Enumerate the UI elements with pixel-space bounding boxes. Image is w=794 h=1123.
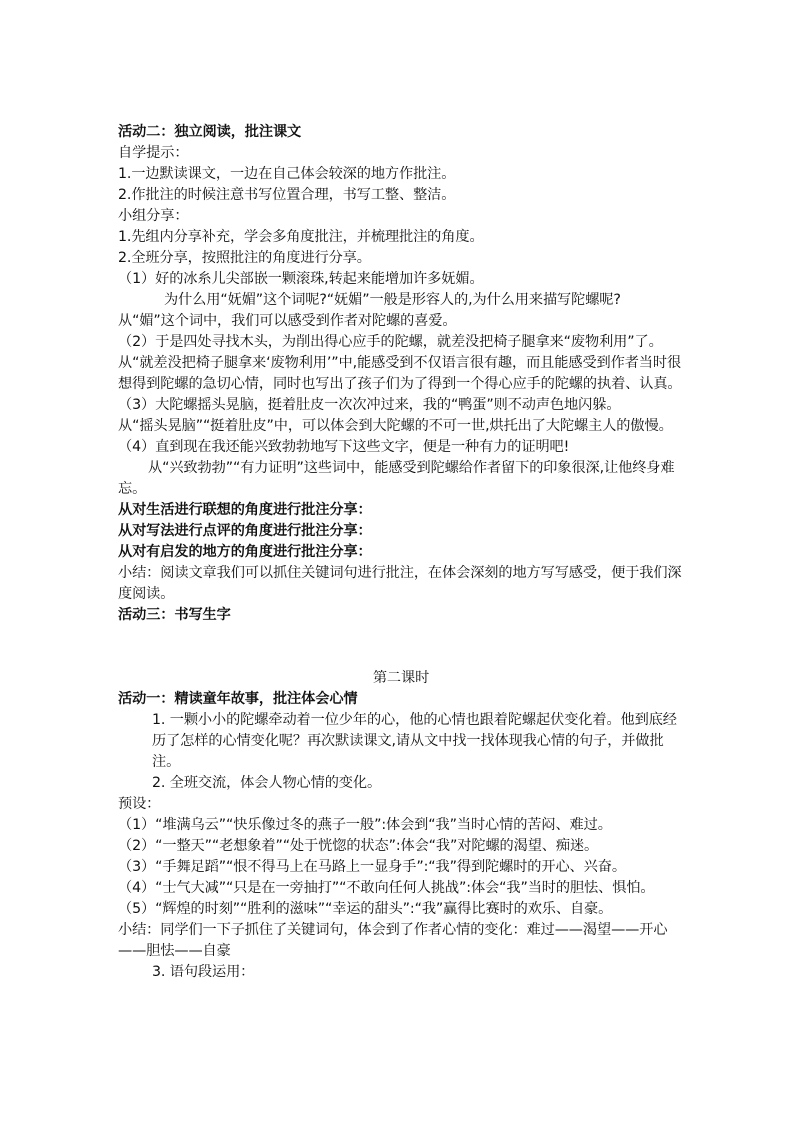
quote-item: （2）于是四处寻找木头，为削出得心应手的陀螺，就差没把椅子腿拿来“废物利用”了。从“就差没把椅子腿拿来‘废物利用’”中,能感受到不仅语言很有趣，而且能感受到作者当时很想得到陀螺的急切心情，同时也写出了孩子们为了得到一个得心应手的陀螺的执着、认真。: [118, 334, 682, 392]
quote-item: （1）好的冰糸儿尖部嵌一颗滚珠,转起来能增加许多妩媚。: [118, 271, 484, 287]
group-share-item: 1.先组内分享补充，学会多角度批注，并梳理批注的角度。: [118, 229, 484, 245]
section-spacer: [118, 626, 684, 668]
preset-item: （4）“士气大减”“只是在一旁抽打”“不敢向任何人挑战”:体会“我”当时的胆怯、惧怕。: [118, 880, 655, 896]
self-study-tip: 2.作批注的时候注意书写位置合理，书写工整、整洁。: [118, 187, 456, 203]
angle-heading: 从对有启发的地方的角度进行批注分享：: [118, 544, 372, 560]
numbered-paragraph: [118, 710, 684, 773]
quote-item: （3）大陀螺摇头晃脑，挺着肚皮一次次冲过来，我的“鸭蛋”则不动声色地闪躲。: [118, 397, 621, 413]
group-share-label: 小组分享：: [118, 208, 189, 224]
numbered-paragraph: 2. 全班交流，体会人物心情的变化。: [152, 775, 382, 791]
self-study-tips-label: 自学提示：: [118, 145, 189, 161]
angle-heading: 从对写法进行点评的角度进行批注分享：: [118, 523, 372, 539]
lesson-two-activity-heading: 活动一：精读童年故事，批注体会心情: [118, 691, 358, 707]
activity-three-heading: 活动三：书写生字: [118, 607, 231, 623]
angle-heading: 从对生活进行联想的角度进行批注分享：: [118, 502, 372, 518]
document-body: [118, 122, 684, 983]
group-share-item: 2.全班分享，按照批注的角度进行分享。: [118, 250, 371, 266]
activity-two-heading: 活动二：独立阅读，批注课文: [118, 124, 302, 140]
preset-item: （1）“堆满乌云”“快乐像过冬的燕子一般”:体会到“我”当时心情的苦闷、难过。: [118, 817, 612, 833]
preset-item: （2）“一整天”“老想象着”“处于恍惚的状态”:体会“我”对陀螺的渴望、痴迷。: [118, 838, 599, 854]
annotation-text: 为什么用“妩媚”这个词呢?“妩媚”一般是形容人的,为什么用来描写陀螺呢?: [164, 292, 621, 308]
annotation-text: 从“摇头晃脑”“挺着肚皮”中，可以体会到大陀螺的不可一世,烘托出了大陀螺主人的傲慢。: [118, 418, 673, 434]
numbered-paragraph-text: 1. 一颗小小的陀螺牵动着一位少年的心，他的心情也跟着陀螺起伏变化着。他到底经历了怎样的心情变化呢？再次默读课文,请从文中找一找体现我心情的句子，并做批注。: [152, 712, 677, 770]
preset-item: （5）“辉煌的时刻”“胜利的滋味”“幸运的甜头”:“我”赢得比赛时的欢乐、自豪。: [118, 901, 613, 917]
annotation-text: 从“媚”这个词中，我们可以感受到作者对陀螺的喜爱。: [118, 313, 457, 329]
numbered-paragraph: 3. 语句段运用：: [152, 964, 255, 980]
quote-item: （4）直到现在我还能兴致勃勃地写下这些文字，便是一种有力的证明吧!: [118, 439, 570, 455]
lesson-two-title: 第二课时: [372, 670, 430, 686]
preset-label: 预设：: [118, 796, 161, 812]
annotation-text: 从“兴致勃勃”“有力证明”这些词中，能感受到陀螺给作者留下的印象很深,让他终身难忘。: [118, 460, 675, 497]
summary-text: 小结：同学们一下子抓住了关键词句，体会到了作者心情的变化：难过——渴望——开心——胆怯——自豪: [118, 922, 668, 959]
self-study-tip: 1.一边默读课文，一边在自己体会较深的地方作批注。: [118, 166, 456, 182]
preset-item: （3）“手舞足蹈”“恨不得马上在马路上一显身手”:“我”得到陀螺时的开心、兴奋。: [118, 859, 626, 875]
summary-text: 小结：阅读文章我们可以抓住关键词句进行批注，在体会深刻的地方写写感受，便于我们深度阅读。: [118, 565, 682, 602]
